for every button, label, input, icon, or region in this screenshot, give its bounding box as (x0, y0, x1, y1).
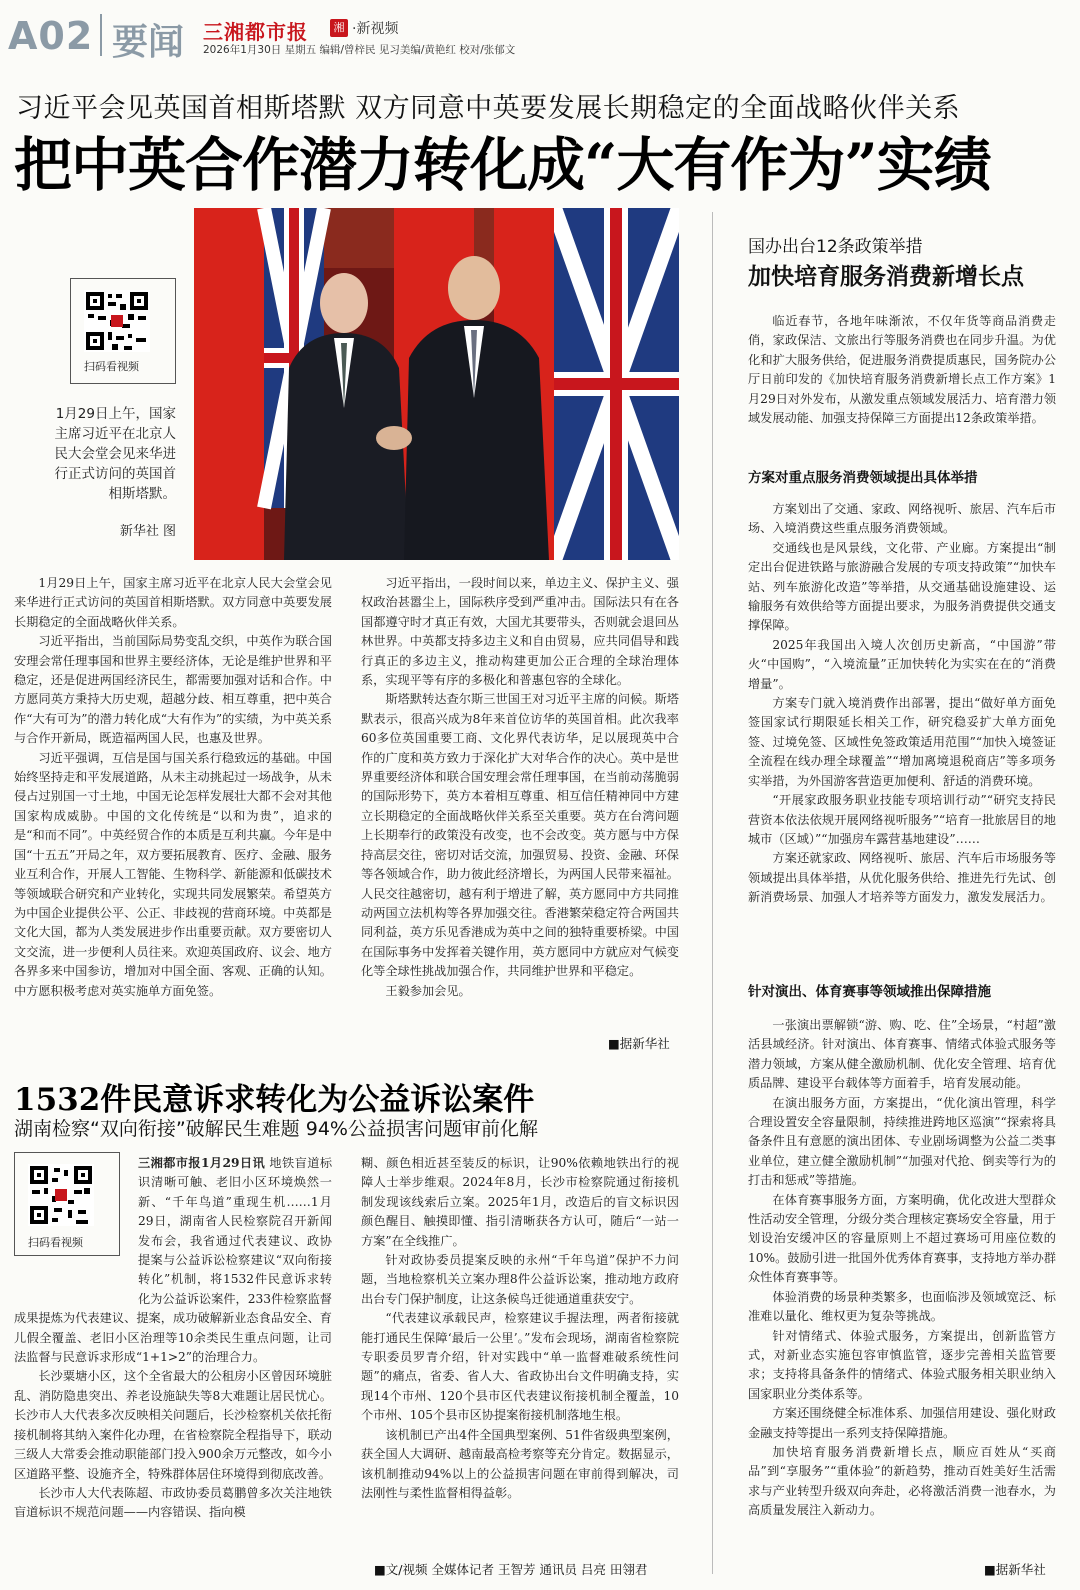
right-source: ■据新华社 (984, 1562, 1046, 1577)
lead-subheadline: 习近平会见英国首相斯塔默 双方同意中英要发展长期稳定的全面战略伙伴关系 (16, 93, 961, 124)
paragraph: 在体育赛事服务方面，方案明确，优化改进大型群众性活动安全管理，分级分类合理核定赛场安全容量，用于划设治安缓冲区的容量原则上不超过赛场可用座位数的10%。鼓励引进一批国外优秀体育赛事，支持地方举办群众性体育赛事等。 (748, 1192, 1056, 1285)
paper-name: 三湘都市报 (203, 20, 308, 44)
paragraph: 针对政协委员提案反映的永州“千年鸟道”保护不力问题，当地检察机关立案办理8件公益诉讼案，推动地方政府出台专门保护制度，让这条候鸟迁徙通道重获安宁。 (361, 1253, 679, 1306)
lede-text: 地铁盲道标识清晰可触、老旧小区环境焕然一新、“千年鸟道”重现生机……1月29日，湖南省人民检察院召开新闻发布会，我省通过代表建议、政协提案与公益诉讼检察建议“双向衔接转化”机制，将1532件民意诉求转化为公益诉讼案件，233件检察监督成果提炼为代表建议、提案，成功破解新业态食品安全、育儿假全覆盖、老旧小区治理等10余类民生重点问题，让司法监督与民意诉求形成“1+1>2”的治理合力。 (14, 1156, 333, 1365)
paragraph: 长沙粟塘小区，这个全省最大的公租房小区曾因环境脏乱、消防隐患突出、养老设施缺失等8大难题让居民忧心。长沙市人大代表多次反映相关问题后，长沙检察机关依托衔接机制将其纳入案件化办理，在省检察院全程指导下，联动三级人大常委会推动职能部门投入900余万元整改，如今小区道路平整、设施齐全，特殊群体居住环境得到彻底改善。 (14, 1369, 332, 1481)
column-divider (712, 212, 713, 1574)
second-column-2 (361, 1154, 679, 1503)
paragraph: 2025年我国出入境人次创历史新高，“中国游”带火“中国购”，“入境流量”正加快转化为实实在在的“消费增量”。 (748, 637, 1056, 691)
right-subhead-2: 针对演出、体育赛事等领域推出保障措施 (748, 984, 991, 1000)
paragraph: 交通线也是风景线，文化带、产业廊。方案提出“制定出台促进铁路与旅游融合发展的专项支持政策”“加快车站、列车旅游化改造”等举措，从交通基础设施建设、运输服务有效供给等方面提出要求，为服务消费提供交通支撑保障。 (748, 540, 1056, 633)
qr-float-space (14, 1154, 138, 1294)
paragraph: 一张演出票解锁“游、购、吃、住”全场景，“村超”激活县域经济。针对演出、体育赛事、情绪式体验式服务等潜力领域，方案从健全激励机制、优化安全管理、培育优质品牌、建设平台载体等方面着手，培育发展动能。 (748, 1018, 1056, 1091)
qr-code-icon (84, 290, 150, 352)
lead-qr-code[interactable] (84, 290, 150, 352)
app-name: ·新视频 (352, 21, 399, 37)
right-section-2 (748, 1016, 1056, 1521)
second-column-1 (14, 1154, 332, 1523)
paragraph: 该机制已产出4件全国典型案例、51件省级典型案例，获全国人大调研、越南最高检考察等充分肯定。数据显示，该机制推动94%以上的公益损害问题在审前得到解决，司法刚性与柔性监督相得益彰。 (361, 1427, 679, 1500)
paragraph: 方案还围绕健全标准体系、加强信用建设、强化财政金融支持等提出一系列支持保障措施。 (748, 1406, 1056, 1440)
lead-source: ■据新华社 (608, 1036, 670, 1051)
paragraph: 方案专门就入境消费作出部署，提出“做好单方面免签国家试行期限延长相关工作，研究稳妥扩大单方面免签、过境免签、区域性免签政策适用范围”“加快入境签证全流程在线办理全球覆盖”“增加离境退税商店”等多项务实举措，为外国游客营造更加便利、舒适的消费环境。 (748, 696, 1056, 788)
second-byline: ■文/视频 全媒体记者 王智芳 通讯员 吕亮 田翎君 (374, 1562, 648, 1577)
paragraph: 糊、颜色相近甚至装反的标识，让90%依赖地铁出行的视障人士举步维艰。2024年8月，长沙市检察院通过衔接机制发现该线索后立案。2025年1月，改造后的盲文标识因颜色醒目、触摸即懂、指引清晰获各方认可，随后“一站一方案”在全线推广。 (361, 1156, 679, 1248)
paragraph: 针对情绪式、体验式服务，方案提出，创新监管方式，对新业态实施包容审慎监管，逐步完善相关监管要求；支持将具备条件的情绪式、体验式服务相关职业纳入国家职业分类体系等。 (748, 1328, 1056, 1401)
app-logo-icon: 湘 (330, 19, 348, 37)
lead-headline: 把中英合作潜力转化成“大有作为”实绩 (14, 131, 991, 199)
section-title: 要闻 (112, 22, 185, 63)
lead-column-1 (14, 574, 332, 1001)
paragraph: “代表建议承载民声，检察建议手握法理，两者衔接就能打通民生保障‘最后一公里’。”发布会现场，湖南省检察院专职委员罗青介绍，针对实践中“单一监督难破系统性问题”的痛点，省委、省人大、省政协出台文件明确支持，实现14个市州、120个县市区代表建议衔接机制全覆盖，10个市州、105个县市区协提案衔接机制落地生根。 (361, 1311, 679, 1423)
paragraph: 方案划出了交通、家政、网络视听、旅居、汽车后市场、入境消费这些重点服务消费领域。 (748, 502, 1056, 536)
right-intro (748, 312, 1056, 428)
paragraph: 斯塔默转达查尔斯三世国王对习近平主席的问候。斯塔默表示，很高兴成为8年来首位访华的英国首相。此次我率60多位英国重要工商、文化界代表访华，足以展现英中合作的广度和英方致力于深化扩大对华合作的决心。英中是世界重要经济体和联合国安理会常任理事国，在当前动荡脆弱的国际形势下，英方本着相互尊重、相互信任精神同中方建立长期稳定的全面战略伙伴关系至关重要。英方在台湾问题上长期奉行的政策没有改变，也不会改变。英方愿与中方保持高层交往，密切对话交流，加强贸易、投资、金融、环保等各领域合作，助力彼此经济增长，为两国人民带来福祉。人民交往越密切，越有利于增进了解，英方愿同中方共同推动两国立法机构等各界加强交往。香港繁荣稳定符合两国共同利益，英方乐见香港成为英中之间的独特重要桥梁。中国在国际事务中发挥着关键作用，英方愿同中方就应对气候变化等全球性挑战加强合作，共同维护世界和平稳定。 (361, 692, 679, 979)
lead-qr-label: 扫码看视频 (84, 360, 139, 373)
meeting-photo-illustration (194, 208, 679, 560)
paragraph: 1月29日上午，国家主席习近平在北京人民大会堂会见来华进行正式访问的英国首相斯塔默。双方同意中英要发展长期稳定的全面战略伙伴关系。 (14, 576, 332, 629)
paragraph: 习近平指出，当前国际局势变乱交织，中英作为联合国安理会常任理事国和世界主要经济体，无论是维护世界和平稳定，还是促进两国经济民生，都需要加强对话和合作。中方愿同英方秉持大历史观，超越分歧、相互尊重，把中英合作“大有可为”的潜力转化成“大有作为”的实绩，为中英关系与合作开新局，既造福两国人民，也惠及世界。 (14, 634, 332, 746)
second-headline: 1532件民意诉求转化为公益诉讼案件 (14, 1082, 535, 1118)
page-number: A02 (8, 14, 94, 58)
right-kicker: 国办出台12条政策举措 (748, 237, 923, 257)
right-section-1 (748, 500, 1056, 908)
issue-meta: 2026年1月30日 星期五 编辑/曾梓民 见习美编/黄艳红 校对/张郁文 (203, 44, 516, 56)
paragraph: 方案还就家政、网络视听、旅居、汽车后市场服务等领域提出具体举措，从优化服务供给、推进先行先试、创新消费场景、加强人才培养等方面发力，激发发展活力。 (748, 851, 1056, 905)
paragraph: 在演出服务方面，方案提出，“优化演出管理，科学合理设置安全容量限制，持续推进跨地区巡演”“探索将具备条件且有意愿的演出团体、专业剧场调整为公益二类事业单位，建立健全激励机制”“加强对代抢、倒卖等行为的打击和惩戒”等措施。 (748, 1095, 1056, 1188)
photo-caption: 1月29日上午，国家主席习近平在北京人民大会堂会见来华进行正式访问的英国首相斯塔默。 (54, 406, 176, 502)
photo-credit: 新华社 图 (119, 524, 176, 539)
lead-photo (194, 208, 679, 560)
paragraph: 加快培育服务消费新增长点，顺应百姓从“买商品”到“享服务”“重体验”的新趋势，推动百姓美好生活需求与产业转型升级双向奔赴，必将激活消费一池春水，为高质量发展注入新动力。 (748, 1444, 1056, 1518)
right-subhead-1: 方案对重点服务消费领域提出具体举措 (748, 470, 978, 486)
paragraph: “开展家政服务职业技能专项培训行动”“研究支持民营资本依法依规开展网络视听服务”“培育一批旅居目的地城市（区域）”“加强房车露营基地建设”…… (748, 793, 1056, 846)
paragraph: 体验消费的场景种类繁多，也面临涉及领域宽泛、标准难以量化、维权更为复杂等挑战。 (748, 1289, 1056, 1324)
second-subheadline: 湖南检察“双向衔接”破解民生难题 94%公益损害问题审前化解 (14, 1118, 538, 1140)
right-headline: 加快培育服务消费新增长点 (748, 263, 1024, 290)
paragraph: 王毅参加会见。 (385, 983, 471, 998)
second-qr-label: 扫码看视频 (28, 1236, 83, 1249)
masthead-divider (100, 14, 102, 56)
lead-column-2 (361, 574, 679, 1001)
paragraph: 长沙市人大代表陈超、市政协委员葛鹏曾多次关注地铁盲道标识不规范问题——内容错误、指向模 (14, 1485, 332, 1520)
dateline: 三湘都市报1月29日讯 (138, 1156, 266, 1170)
paragraph: 临近春节，各地年味渐浓，不仅年货等商品消费走俏，家政保洁、文旅出行等服务消费也在同步升温。为优化和扩大服务供给，促进服务消费提质惠民，国务院办公厅日前印发的《加快培育服务消费新增长点工作方案》1月29日对外发布，从激发重点领域发展活力、培育潜力领域发展动能、加强支持保障三方面提出12条政策举措。 (748, 314, 1057, 426)
paragraph: 习近平强调，互信是国与国关系行稳致远的基础。中国始终坚持走和平发展道路，从未主动挑起过一场战争，从未侵占过别国一寸土地，中国无论怎样发展壮大都不会对其他国家构成威胁。中国的文化传统是“以和为贵”，追求的是“和而不同”。中英经贸合作的本质是互利共赢。今年是中国“十五五”开局之年，双方要拓展教育、医疗、金融、服务业互利合作，开展人工智能、生物科学、新能源和低碳技术等领域联合研究和产业转化，实现共同发展繁荣。希望英方为中国企业提供公平、公正、非歧视的营商环境。中英都是文化大国，都为人类发展进步作出重要贡献。双方要密切人文交流，进一步便利人员往来。欢迎英国政府、议会、地方各界多来中国参访，增加对中国全面、客观、正确的认知。中方愿积极考虑对英实施单方面免签。 (14, 750, 332, 998)
paragraph: 习近平指出，一段时间以来，单边主义、保护主义、强权政治甚嚣尘上，国际秩序受到严重冲击。国际法只有在各国都遵守时才真正有效，大国尤其要带头，否则就会退回丛林世界。中英都支持多边主义和自由贸易，应共同倡导和践行真正的多边主义，推动构建更加公正合理的全球治理体系，实现平等有序的多极化和普惠包容的全球化。 (361, 576, 679, 688)
